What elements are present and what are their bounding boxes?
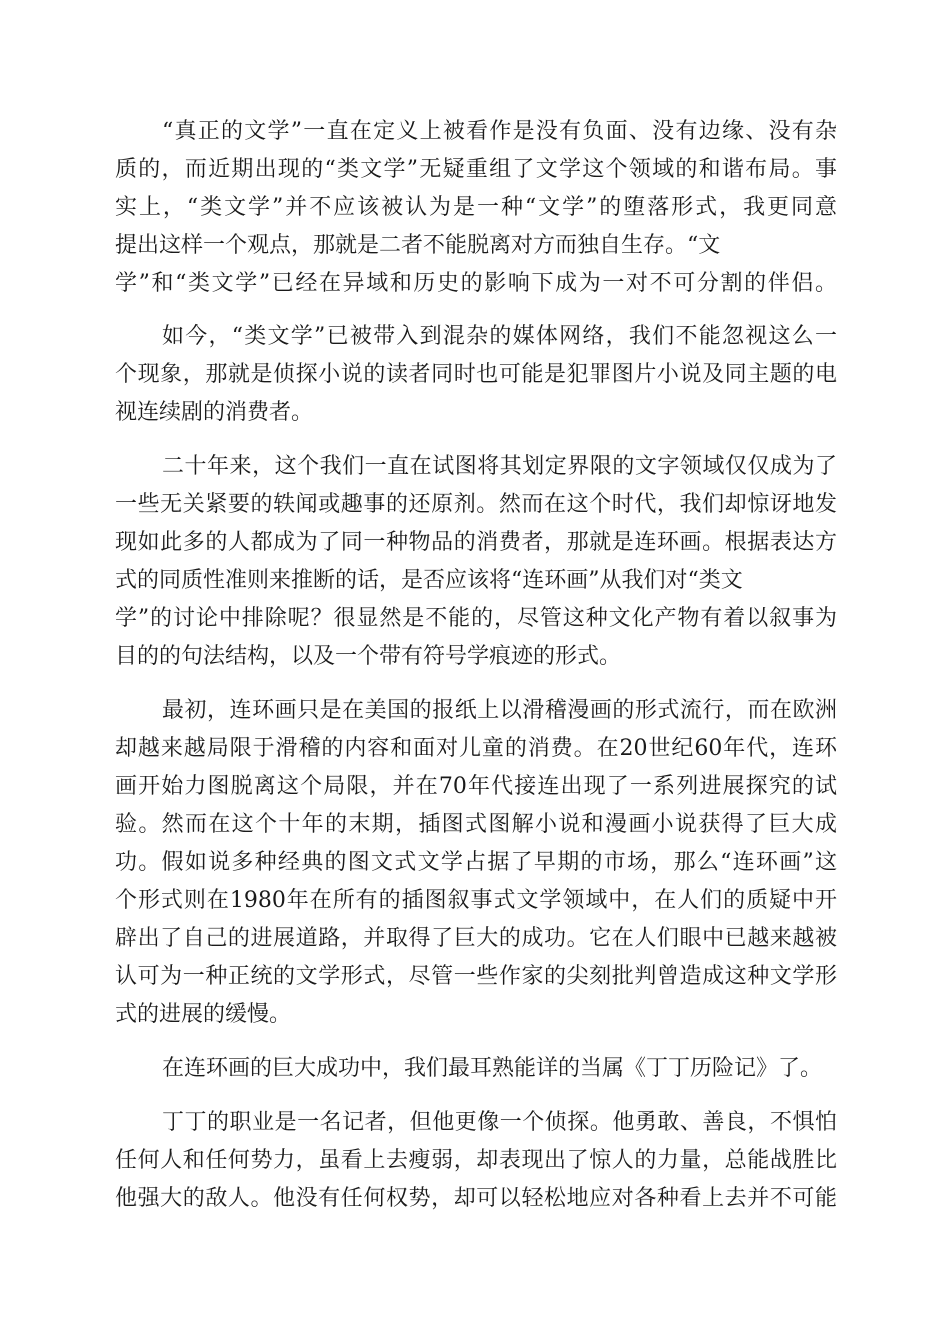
paragraph-1-line-2: 质的，而近期出现的“类文学”无疑重组了文学这个领域的和谐布局。事: [115, 157, 837, 182]
paragraph-6-line-1: 丁丁的职业是一名记者，但他更像一个侦探。他勇敢、善良，不惧怕: [162, 1110, 837, 1135]
paragraph-3-line-5: 学”的讨论中排除呢？很显然是不能的，尽管这种文化产物有着以叙事为: [115, 606, 837, 631]
paragraph-1-line-1: “真正的文学”一直在定义上被看作是没有负面、没有边缘、没有杂: [162, 119, 837, 144]
paragraph-6-line-3: 他强大的敌人。他没有任何权势，却可以轻松地应对各种看上去并不可能: [115, 1186, 837, 1211]
paragraph-2-line-2: 个现象，那就是侦探小说的读者同时也可能是犯罪图片小说及同主题的电: [115, 362, 837, 387]
paragraph-1-line-4: 提出这样一个观点，那就是二者不能脱离对方而独自生存。“文: [115, 233, 721, 258]
paragraph-3-line-6: 目的的句法结构，以及一个带有符号学痕迹的形式。: [115, 644, 622, 669]
paragraph-2-line-3: 视连续剧的消费者。: [115, 400, 314, 425]
paragraph-3-line-3: 现如此多的人都成为了同一种物品的消费者，那就是连环画。根据表达方: [115, 530, 837, 555]
paragraph-1-line-3: 实上，“类文学”并不应该被认为是一种“文学”的堕落形式，我更同意: [115, 195, 837, 220]
paragraph-4-line-1: 最初，连环画只是在美国的报纸上以滑稽漫画的形式流行，而在欧洲: [162, 698, 837, 723]
paragraph-4-line-4: 验。然而在这个十年的末期，插图式图解小说和漫画小说获得了巨大成: [115, 812, 837, 837]
paragraph-6-line-2: 任何人和任何势力，虽看上去瘦弱，却表现出了惊人的力量，总能战胜比: [115, 1148, 837, 1173]
paragraph-2-line-1: 如今，“类文学”已被带入到混杂的媒体网络，我们不能忽视这么一: [162, 324, 837, 349]
paragraph-3-line-1: 二十年来，这个我们一直在试图将其划定界限的文字领域仅仅成为了: [162, 454, 837, 479]
paragraph-4-line-6: 个形式则在1980年在所有的插图叙事式文学领域中，在人们的质疑中开: [115, 888, 837, 913]
paragraph-4-line-2: 却越来越局限于滑稽的内容和面对儿童的消费。在20世纪60年代，连环: [115, 736, 837, 761]
paragraph-5-line-1: 在连环画的巨大成功中，我们最耳熟能详的当属《丁丁历险记》了。: [162, 1056, 823, 1081]
paragraph-3-line-2: 一些无关紧要的轶闻或趣事的还原剂。然而在这个时代，我们却惊讶地发: [115, 492, 837, 517]
paragraph-4-line-9: 式的进展的缓慢。: [115, 1002, 292, 1027]
paragraph-3-line-4: 式的同质性准则来推断的话，是否应该将“连环画”从我们对“类文: [115, 568, 743, 593]
paragraph-4-line-5: 功。假如说多种经典的图文式文学占据了早期的市场，那么“连环画”这: [115, 850, 837, 875]
paragraph-4-line-3: 画开始力图脱离这个局限，并在70年代接连出现了一系列进展探究的试: [115, 774, 837, 799]
paragraph-4-line-8: 认可为一种正统的文学形式，尽管一些作家的尖刻批判曾造成这种文学形: [115, 964, 837, 989]
paragraph-4-line-7: 辟出了自己的进展道路，并取得了巨大的成功。它在人们眼中已越来越被: [115, 926, 837, 951]
paragraph-1-line-5: 学”和“类文学”已经在异域和历史的影响下成为一对不可分割的伴侣。: [115, 271, 837, 296]
